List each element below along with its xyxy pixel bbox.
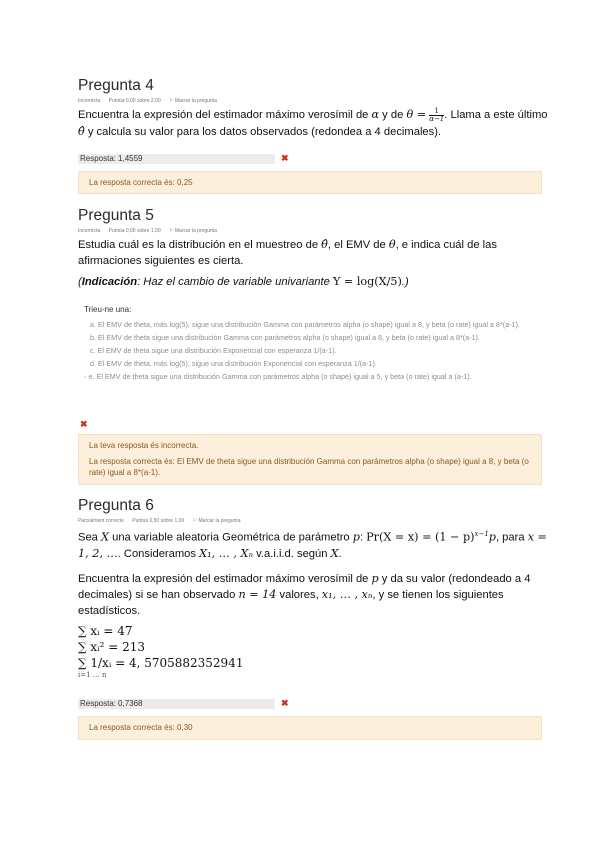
correct-answer: La resposta correcta és: El EMV de theta sigue una distribución Gamma con parámetros alpha (o shape) igual a 8, y beta (o rate) igual a 8*(a-1). [89,456,529,477]
statistic-row: ∑ xᵢ = 47 [78,624,133,639]
hint: (Indicación: Haz el cambio de variable univariante Y = log(X/5).) [78,275,409,288]
answer-row [78,698,289,709]
statistics-list [78,623,548,680]
question-meta [78,228,548,235]
question-6 [78,496,548,680]
question-state: Parcialment correcte [78,518,124,524]
question-title: Pregunta 4 [78,77,154,94]
option-a[interactable]: a. El EMV de theta, más log(5), sigue una distribución Gamma con parámetros alpha (o shape) igual a 8, y beta (o rate) igual a 8*(a-1). [90,320,520,329]
feedback-box [78,716,542,740]
incorrect-icon: ✖ [281,698,289,708]
statistic-row: ∑ 1/xᵢ = 4, 5705882352941 [78,656,244,671]
question-grade: Puntúa 0,00 sobre 2,00 [108,98,161,104]
feedback-box [78,171,542,194]
incorrect-icon: ✖ [80,419,88,429]
flag-question-link[interactable]: ⚐ Marcar la pregunta [169,98,217,104]
correct-answer: La resposta correcta és: 0,25 [89,177,193,187]
answer-row [78,153,289,164]
answer-input[interactable]: Resposta: 0,7368 [78,699,275,709]
fraction: $\frac{1}{\alpha-1}$ [429,106,445,123]
question-title: Pregunta 5 [78,207,154,224]
question-title: Pregunta 6 [78,497,154,514]
answer-input[interactable]: Resposta: 1,4559 [78,154,275,164]
question-state: Incorrecta [78,228,101,234]
flag-question-link[interactable]: ⚐ Marcar la pregunta [169,228,217,234]
question-5 [78,206,548,291]
sum-limits: i=1 … n [78,671,107,680]
correct-answer: La resposta correcta és: 0,30 [89,723,193,733]
statistic-row: ∑ xᵢ² = 213 [78,640,145,655]
option-e[interactable]: ◦ e. El EMV de theta sigue una distribución Gamma con parámetros alpha (o shape) igual a 5, y beta (o rate) igual a (a-1). [84,372,472,381]
options-list [84,320,534,382]
choose-one-label: Trieu-ne una: [84,305,132,314]
option-c[interactable]: c. El EMV de theta sigue una distribución Exponencial con esperanza 1/(a-1). [90,346,337,355]
question-grade: Puntúa 0,00 sobre 1,00 [108,228,161,234]
question-text: Encuentra la expresión del estimador máximo verosímil de α y de θ = $\frac{1}{\alpha-1}$ . Llama a este último θ̂ y calcula su valor para los datos observados (redondea a 4 decimales). [78,106,548,138]
question-text-2: Encuentra la expresión del estimador máximo verosímil de p y da su valor (redondeado a 4 decimales) si se han observado n = 14 valores, x₁, … , xₙ, y se tienen los siguientes estadísticos. [78,571,531,617]
feedback-incorrect: La teva resposta és incorrecta. [89,441,199,450]
feedback-box [78,434,542,485]
question-state: Incorrecta [78,98,101,104]
incorrect-icon: ✖ [281,153,289,163]
question-4 [78,76,548,140]
option-b[interactable]: b. El EMV de theta sigue una distribución Gamma con parámetros alpha (o shape) igual a 8, y beta (o rate) igual a 8*(a-1). [90,333,480,342]
question-meta [78,98,548,105]
question-text: Sea X una variable aleatoria Geométrica de parámetro p: $Pr(X = x) = (1 - p)^{x-1}p$, para x = 1, 2, …. Consideramos X₁, … , Xₙ v.a.i.i.d. según X. [78,530,547,561]
question-meta [78,518,548,525]
flag-question-link[interactable]: ⚐ Marcar la pregunta [192,518,241,524]
option-d[interactable]: d. El EMV de theta, más log(5), sigue una distribución Exponencial con esperanza 1/(a-1). [90,359,377,368]
radio-icon[interactable]: ◦ [84,372,89,381]
question-grade: Puntúa 0,50 sobre 1,00 [132,518,185,524]
question-text: Estudia cuál es la distribución en el muestreo de θ̂, el EMV de θ, e indica cuál de las afirmaciones siguientes es cierta. [78,238,497,267]
